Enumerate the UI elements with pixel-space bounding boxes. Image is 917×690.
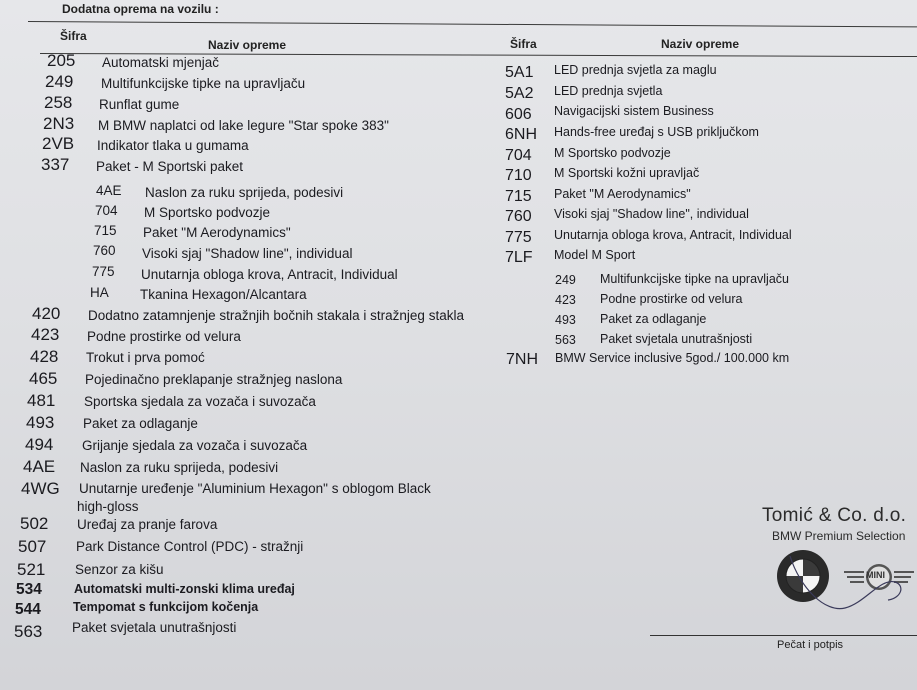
item-name: Tempomat s funkcijom kočenja	[73, 600, 259, 614]
item-code: 5A2	[505, 85, 534, 102]
item-name: M BMW naplatci od lake legure "Star spoke 383"	[98, 118, 389, 133]
item-name: Pojedinačno preklapanje stražnjeg naslona	[85, 372, 343, 387]
item-code: 775	[505, 229, 532, 246]
item-code: 493	[26, 413, 55, 432]
item-name: LED prednja svjetla	[554, 84, 663, 98]
item-name: Senzor za kišu	[75, 562, 164, 577]
item-code: 6NH	[505, 126, 538, 143]
item-name: BMW Service inclusive 5god./ 100.000 km	[555, 351, 790, 365]
item-code: 534	[16, 581, 42, 598]
item-name: Automatski multi-zonski klima uređaj	[74, 582, 295, 596]
item-code: 7NH	[506, 351, 539, 368]
sub-item-name: Unutarnja obloga krova, Antracit, Individual	[141, 267, 398, 282]
item-name: Unutarnje uređenje "Aluminium Hexagon" s oblogom Black	[79, 481, 431, 496]
item-code: 715	[505, 188, 532, 205]
item-code: 258	[44, 93, 73, 112]
sub-item-name: Multifunkcijske tipke na upravljaču	[600, 272, 789, 286]
item-code: 507	[18, 537, 47, 556]
company-name: Tomić & Co. d.o.	[762, 505, 907, 526]
item-name: Sportska sjedala za vozača i suvozača	[84, 394, 316, 409]
item-code: 544	[15, 601, 41, 618]
sub-item-code: 4AE	[96, 183, 122, 198]
sub-item-code: 493	[555, 313, 576, 327]
item-name: Model M Sport	[554, 248, 636, 262]
item-name-continued: high-gloss	[77, 499, 139, 514]
item-name: Indikator tlaka u gumama	[97, 138, 249, 153]
item-code: 760	[505, 208, 532, 225]
sub-item-name: Visoki sjaj "Shadow line", individual	[142, 246, 353, 261]
item-code: 423	[31, 325, 60, 344]
item-code: 249	[45, 72, 74, 91]
item-name: Navigacijski sistem Business	[554, 104, 714, 118]
sub-item-name: Naslon za ruku sprijeda, podesivi	[145, 185, 344, 200]
top-divider	[28, 21, 917, 27]
sub-item-name: Tkanina Hexagon/Alcantara	[140, 287, 307, 302]
item-name: Grijanje sjedala za vozača i suvozača	[82, 438, 308, 453]
sub-item-code: 760	[93, 243, 116, 258]
item-name: Visoki sjaj "Shadow line", individual	[554, 207, 749, 221]
item-name: Multifunkcijske tipke na upravljaču	[101, 76, 306, 91]
sub-item-code: 563	[555, 333, 576, 347]
item-name: Paket - M Sportski paket	[96, 159, 244, 174]
item-name: M Sportsko podvozje	[554, 146, 671, 160]
item-code: 521	[17, 560, 46, 579]
left-code-header: Šifra	[60, 29, 87, 43]
item-code: 205	[47, 51, 76, 70]
item-code: 428	[30, 347, 59, 366]
item-name: Dodatno zatamnjenje stražnjih bočnih stakala i stražnjeg stakla	[88, 308, 464, 323]
item-code: 710	[505, 167, 532, 184]
item-name: Paket svjetala unutrašnjosti	[72, 620, 237, 635]
item-name: Podne prostirke od velura	[87, 329, 241, 344]
item-code: 4AE	[23, 457, 56, 476]
item-name: Automatski mjenjač	[102, 55, 220, 70]
sub-item-name: M Sportsko podvozje	[144, 205, 271, 220]
section-title: Dodatna oprema na vozilu :	[62, 2, 219, 16]
handwritten-signature	[770, 548, 917, 638]
item-code: 606	[505, 106, 532, 123]
item-code: 4WG	[21, 479, 60, 498]
signature-label: Pečat i potpis	[777, 639, 844, 651]
left-name-header: Naziv opreme	[208, 38, 287, 52]
item-code: 7LF	[505, 249, 533, 266]
sub-item-code: 775	[92, 264, 115, 279]
item-name: Hands-free uređaj s USB priključkom	[554, 125, 759, 139]
sub-item-code: 423	[555, 293, 576, 307]
item-code: 2N3	[43, 114, 75, 133]
item-name: Paket za odlaganje	[83, 416, 198, 431]
sub-item-code: 249	[555, 273, 576, 287]
item-code: 420	[32, 304, 61, 323]
item-name: Unutarnja obloga krova, Antracit, Individual	[554, 228, 792, 242]
item-name: M Sportski kožni upravljač	[554, 166, 700, 180]
item-name: Paket "M Aerodynamics"	[554, 187, 691, 201]
item-code: 502	[20, 514, 49, 533]
item-code: 704	[505, 147, 532, 164]
company-subtitle: BMW Premium Selection	[772, 529, 906, 543]
sub-item-name: Paket svjetala unutrašnjosti	[600, 332, 753, 346]
right-name-header: Naziv opreme	[661, 37, 740, 51]
mini-logo-text: MINI	[866, 570, 885, 580]
item-name: Naslon za ruku sprijeda, podesivi	[80, 460, 279, 475]
item-code: 465	[29, 369, 58, 388]
item-code: 563	[14, 622, 43, 641]
item-code: 337	[41, 155, 70, 174]
item-code: 481	[27, 391, 56, 410]
sub-item-name: Podne prostirke od velura	[600, 292, 743, 306]
item-name: Runflat gume	[99, 97, 180, 112]
sub-item-code: HA	[90, 285, 109, 300]
item-code: 5A1	[505, 64, 534, 81]
sub-item-name: Paket za odlaganje	[600, 312, 707, 326]
item-name: Trokut i prva pomoć	[86, 350, 205, 365]
sub-item-code: 704	[95, 203, 118, 218]
item-code: 494	[25, 435, 54, 454]
right-code-header: Šifra	[510, 37, 537, 51]
signature-line	[650, 635, 917, 636]
sub-item-code: 715	[94, 223, 117, 238]
item-name: Park Distance Control (PDC) - stražnji	[76, 539, 304, 554]
item-code: 2VB	[42, 134, 75, 153]
item-name: LED prednja svjetla za maglu	[554, 63, 717, 77]
item-name: Uređaj za pranje farova	[77, 517, 218, 532]
sub-item-name: Paket "M Aerodynamics"	[143, 225, 291, 240]
